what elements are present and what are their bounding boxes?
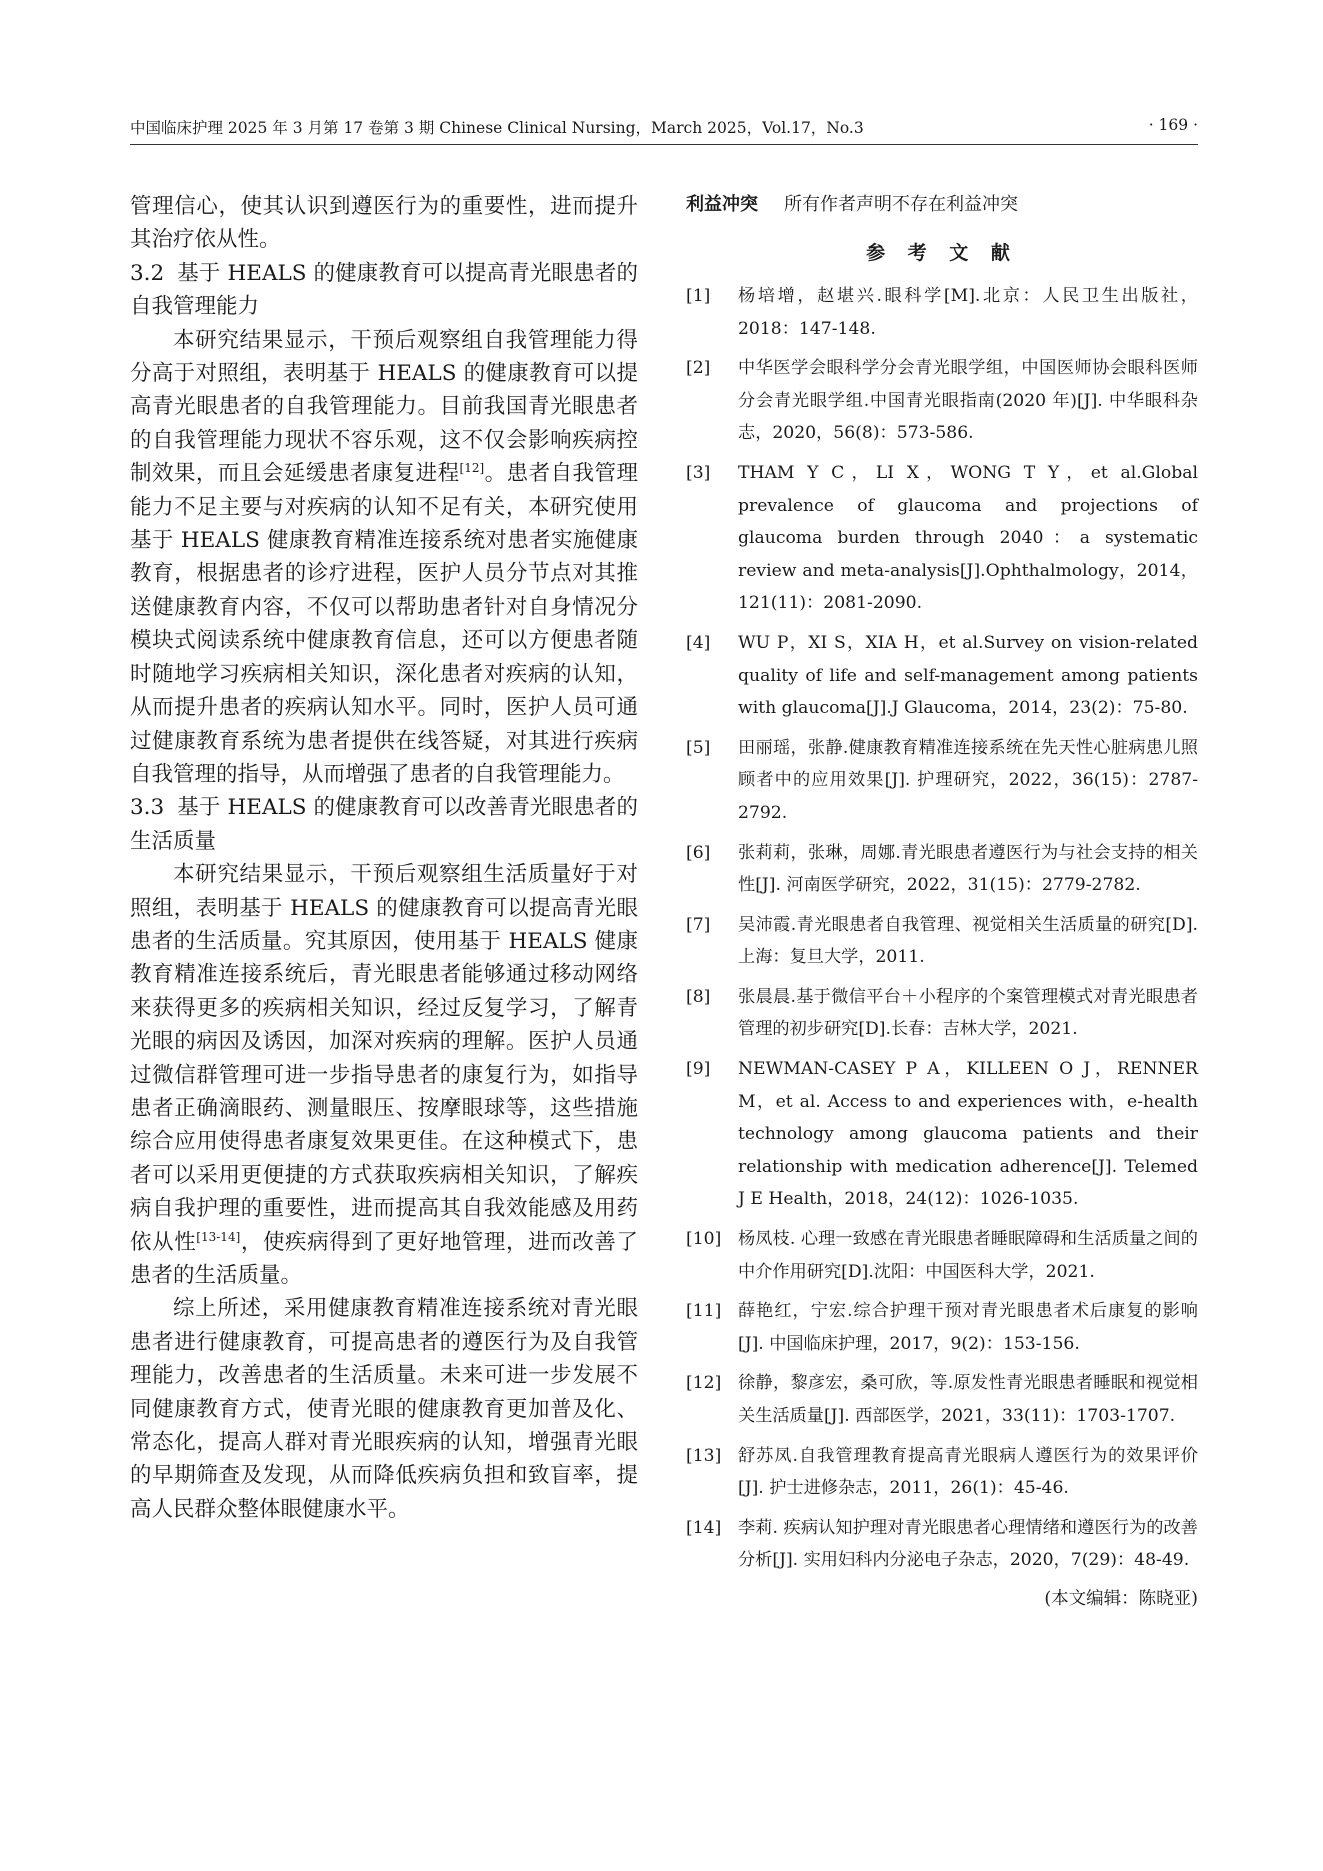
reference-text: 薛艳红，宁宏.综合护理干预对青光眼患者术后康复的影响[J]. 中国临床护理，2017，9(2)：153-156. <box>738 1301 1198 1354</box>
reference-item <box>686 1440 1198 1505</box>
reference-text: 张晨晨.基于微信平台＋小程序的个案管理模式对青光眼患者管理的初步研究[D].长春：吉林大学，2021. <box>738 986 1198 1040</box>
paragraph-text: ，使疾病得到了更好地管理，进而改善了患者的生活质量。 <box>130 1229 638 1288</box>
reference-text: 徐静，黎彦宏，桑可欣，等.原发性青光眼患者睡眠和视觉相关生活质量[J]. 西部医学，2021，33(11)：1703-1707. <box>738 1373 1198 1426</box>
reference-number: [12] <box>686 1373 722 1394</box>
reference-item <box>686 1512 1198 1577</box>
reference-number: [3] <box>686 462 711 483</box>
conflict-of-interest <box>686 190 1198 220</box>
paragraph-conclusion: 综上所述，采用健康教育精准连接系统对青光眼患者进行健康教育，可提高患者的遵医行为及自我管理能力，改善患者的生活质量。未来可进一步发展不同健康教育方式，使青光眼的健康教育更加普及化、常态化，提高人群对青光眼疾病的认知，增强青光眼的早期筛查及发现，从而降低疾病负担和致盲率，提高人民群众整体眼健康水平。 <box>130 1296 638 1522</box>
section-title: 基于 HEALS 的健康教育可以改善青光眼患者的生活质量 <box>130 795 638 854</box>
reference-number: [8] <box>686 986 711 1007</box>
reference-text: 舒苏凤.自我管理教育提高青光眼病人遵医行为的效果评价[J]. 护士进修杂志，2011，26(1)：45-46. <box>738 1445 1198 1499</box>
reference-text: WU P，XI S，XIA H，et al.Survey on vision-related quality of life and self-management among patients with glaucoma[J].J Glaucoma，2014，23(2)：75-80. <box>738 632 1198 719</box>
reference-text: 杨凤枝. 心理一致感在青光眼患者睡眠障碍和生活质量之间的中介作用研究[D].沈阳：中国医科大学，2021. <box>738 1229 1198 1282</box>
paragraph-text: 。患者自我管理能力不足主要与对疾病的认知不足有关，本研究使用基于 HEALS 健康教育精准连接系统对患者实施健康教育，根据患者的诊疗进程，医护人员分节点对其推送健康教育内容，不仅可以帮助患者针对自身情况分模块式阅读系统中健康教育信息，还可以方便患者随时随地学习疾病相关知识，深化患者对疾病的认知，从而提升患者的疾病认知水平。同时，医护人员可通过健康教育系统为患者提供在线答疑，对其进行疾病自我管理的指导，从而增强了患者的自我管理能力。 <box>130 461 638 787</box>
section-heading-3-2 <box>130 257 638 324</box>
paragraph-text: 本研究结果显示，干预后观察组自我管理能力得分高于对照组，表明基于 HEALS 的健康教育可以提高青光眼患者的自我管理能力。目前我国青光眼患者的自我管理能力现状不容乐观，这不仅会影响疾病控制效果，而且会延缓患者康复进程 <box>130 327 638 487</box>
reference-item <box>686 1367 1198 1432</box>
section-title: 基于 HEALS 的健康教育可以提高青光眼患者的自我管理能力 <box>130 260 638 320</box>
reference-text: 张莉莉，张琳，周娜.青光眼患者遵医行为与社会支持的相关性[J]. 河南医学研究，2022，31(15)：2779-2782. <box>738 842 1198 896</box>
reference-number: [4] <box>686 632 711 653</box>
reference-number: [14] <box>686 1517 722 1538</box>
reference-text: NEWMAN-CASEY P A，KILLEEN O J，RENNER M，et al. Access to and experiences with，e-health technology among glaucoma patients and their relationship with medication adherence[J]. Telemed J E Health，2018，24(12)：1026-1035. <box>738 1059 1198 1210</box>
reference-number: [7] <box>686 914 711 935</box>
reference-number: [5] <box>686 737 711 758</box>
citation-marker[interactable]: [12] <box>459 461 485 476</box>
running-header <box>130 112 1198 142</box>
citation-marker[interactable]: [13-14] <box>196 1229 241 1244</box>
reference-text: THAM Y C，LI X，WONG T Y，et al.Global prevalence of glaucoma and projections of glaucoma burden through 2040：a systematic review and meta-analysis[J].Ophthalmology，2014，121(11)：2081-2090. <box>738 462 1198 614</box>
section-number: 3.2 <box>130 260 165 286</box>
reference-item <box>686 627 1198 725</box>
reference-text: 杨培增，赵堪兴.眼科学[M].北京：人民卫生出版社，2018：147-148. <box>738 286 1198 339</box>
reference-number: [2] <box>686 358 711 379</box>
editor-note: (本文编辑：陈晓亚) <box>1044 1588 1198 1609</box>
reference-number: [1] <box>686 286 711 306</box>
reference-list <box>686 280 1198 1577</box>
section-number: 3.3 <box>130 795 165 821</box>
reference-number: [9] <box>686 1059 711 1080</box>
paragraph-quality-of-life <box>130 858 638 1292</box>
reference-item <box>686 1223 1198 1288</box>
section-heading-3-3 <box>130 791 638 858</box>
reference-item <box>686 1053 1198 1216</box>
reference-number: [11] <box>686 1301 722 1322</box>
coi-text: 所有作者声明不存在利益冲突 <box>784 194 1018 215</box>
references-heading: 参 考 文 献 <box>866 242 1018 264</box>
left-column <box>130 190 638 1526</box>
reference-text: 中华医学会眼科学分会青光眼学组，中国医师协会眼科医师分会青光眼学组.中国青光眼指南(2020 年)[J]. 中华眼科杂志，2020，56(8)：573-586. <box>738 358 1198 444</box>
reference-item <box>686 909 1198 974</box>
reference-item <box>686 837 1198 902</box>
reference-text: 吴沛霞.青光眼患者自我管理、视觉相关生活质量的研究[D].上海：复旦大学，2011. <box>738 914 1198 968</box>
reference-item <box>686 981 1198 1046</box>
reference-text: 李莉. 疾病认知护理对青光眼患者心理情绪和遵医行为的改善分析[J]. 实用妇科内分泌电子杂志，2020，7(29)：48-49. <box>738 1517 1198 1571</box>
reference-item <box>686 1295 1198 1360</box>
reference-item <box>686 732 1198 830</box>
coi-label: 利益冲突 <box>686 194 758 215</box>
reference-number: [13] <box>686 1445 722 1466</box>
reference-item <box>686 352 1198 450</box>
paragraph-self-management <box>130 324 638 792</box>
reference-number: [6] <box>686 842 711 863</box>
header-rule <box>130 144 1198 145</box>
reference-item <box>686 280 1198 345</box>
journal-citation-line: 中国临床护理 2025 年 3 月第 17 卷第 3 期 Chinese Clinical Nursing，March 2025，Vol.17，No.3 <box>130 119 864 137</box>
paragraph-continuation: 管理信心，使其认识到遵医行为的重要性，进而提升其治疗依从性。 <box>130 194 638 253</box>
right-column <box>686 190 1198 1631</box>
reference-text: 田丽瑶，张静.健康教育精准连接系统在先天性心脏病患儿照顾者中的应用效果[J]. 护理研究，2022，36(15)：2787-2792. <box>738 737 1198 823</box>
paragraph-text: 本研究结果显示，干预后观察组生活质量好于对照组，表明基于 HEALS 的健康教育可以提高青光眼患者的生活质量。究其原因，使用基于 HEALS 健康教育精准连接系统后，青光眼患者能够通过移动网络来获得更多的疾病相关知识，经过反复学习，了解青光眼的病因及诱因，加深对疾病的理解。医护人员通过微信群管理可进一步指导患者的康复行为，如指导患者正确滴眼药、测量眼压、按摩眼球等，这些措施综合应用使得患者康复效果更佳。在这种模式下，患者可以采用更便捷的方式获取疾病相关知识，了解疾病自我护理的重要性，进而提高其自我效能感及用药依从性 <box>130 862 638 1255</box>
page-number: · 169 · <box>1148 116 1198 134</box>
reference-item <box>686 457 1198 620</box>
reference-number: [10] <box>686 1229 722 1250</box>
